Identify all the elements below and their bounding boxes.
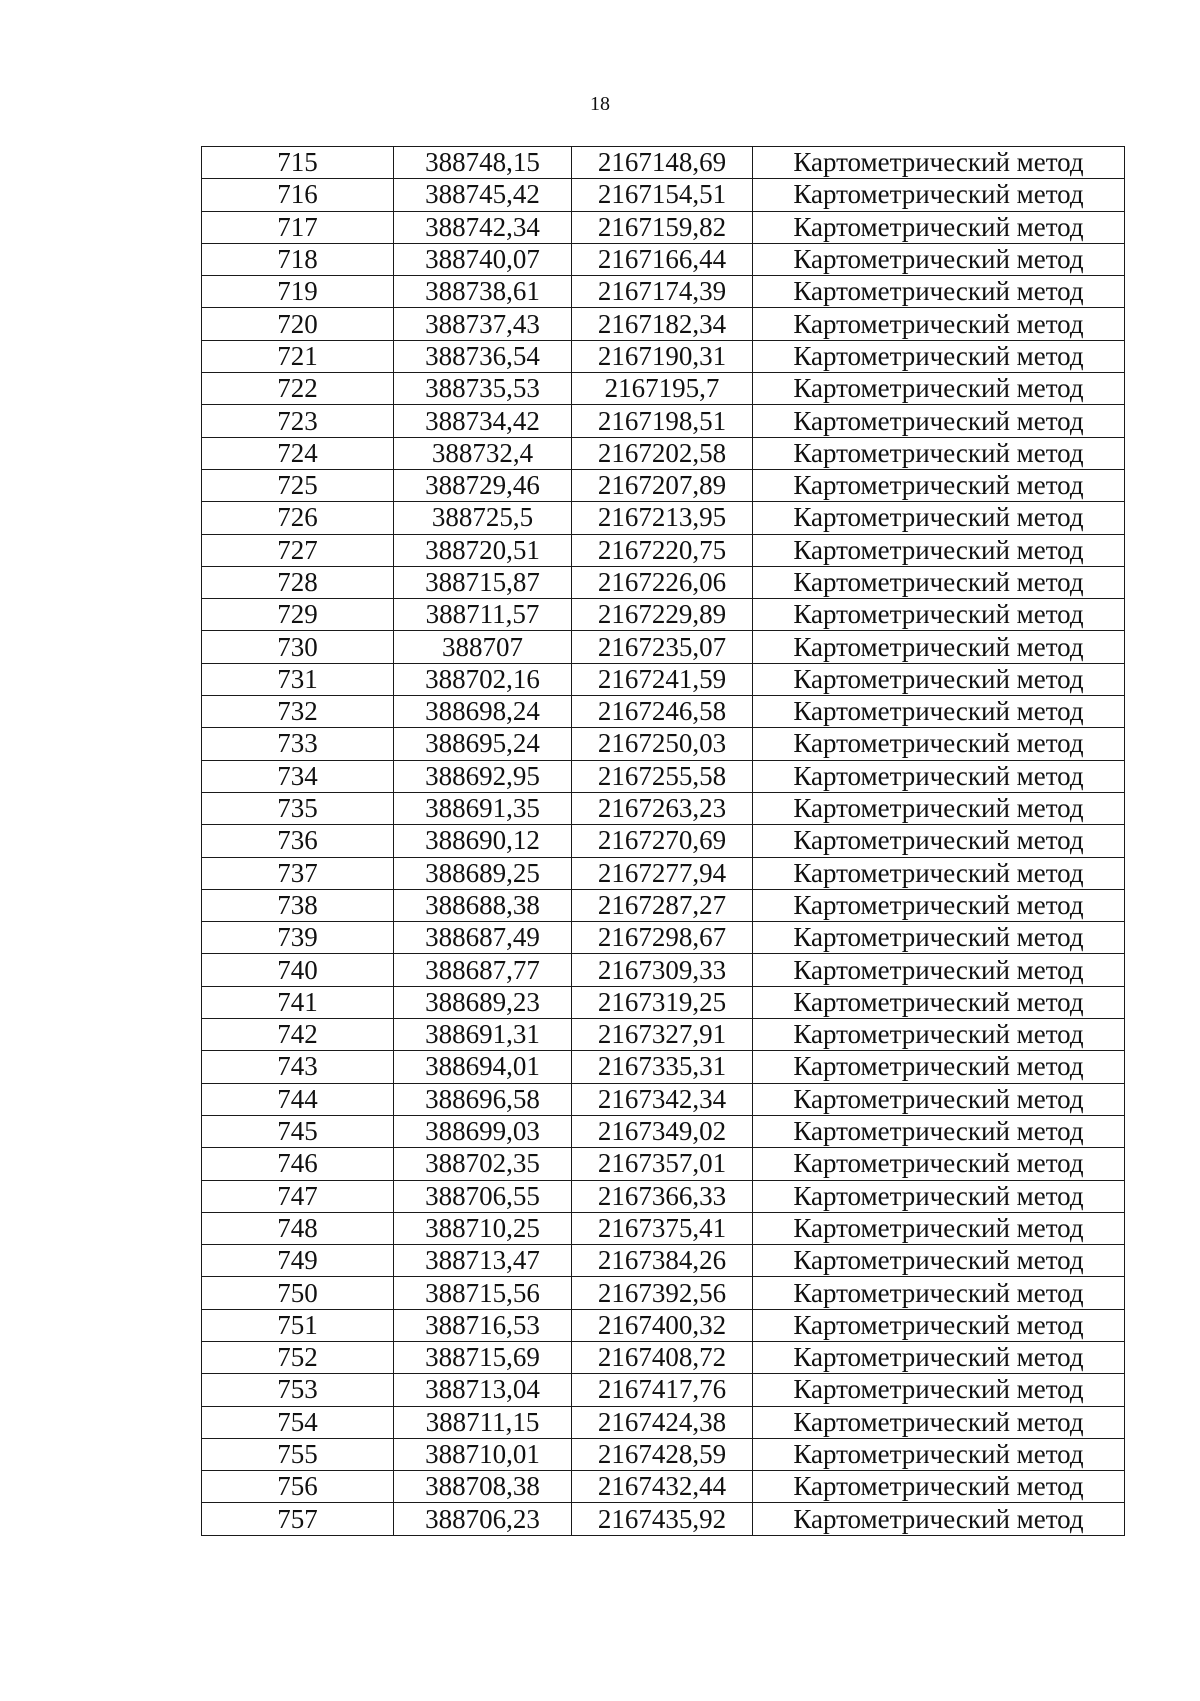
method-cell: Картометрический метод [753, 792, 1125, 824]
x-coordinate-cell: 388691,35 [394, 792, 572, 824]
y-coordinate-cell: 2167287,27 [572, 889, 753, 921]
x-coordinate-cell: 388742,34 [394, 211, 572, 243]
y-coordinate-cell: 2167154,51 [572, 179, 753, 211]
point-number-cell: 731 [202, 663, 394, 695]
table-row [202, 1438, 1125, 1470]
point-number-cell: 716 [202, 179, 394, 211]
method-cell: Картометрический метод [753, 696, 1125, 728]
method-cell: Картометрический метод [753, 179, 1125, 211]
table-row [202, 1503, 1125, 1535]
table-row [202, 1148, 1125, 1180]
y-coordinate-cell: 2167432,44 [572, 1471, 753, 1503]
point-number-cell: 720 [202, 308, 394, 340]
method-cell: Картометрический метод [753, 405, 1125, 437]
x-coordinate-cell: 388736,54 [394, 340, 572, 372]
x-coordinate-cell: 388711,57 [394, 599, 572, 631]
table-row [202, 857, 1125, 889]
method-cell: Картометрический метод [753, 986, 1125, 1018]
x-coordinate-cell: 388687,49 [394, 922, 572, 954]
table-row [202, 437, 1125, 469]
table-row [202, 1083, 1125, 1115]
table-row [202, 1309, 1125, 1341]
table-row [202, 1406, 1125, 1438]
table-row [202, 469, 1125, 501]
table-row [202, 599, 1125, 631]
point-number-cell: 739 [202, 922, 394, 954]
y-coordinate-cell: 2167241,59 [572, 663, 753, 695]
point-number-cell: 750 [202, 1277, 394, 1309]
x-coordinate-cell: 388715,56 [394, 1277, 572, 1309]
method-cell: Картометрический метод [753, 1245, 1125, 1277]
x-coordinate-cell: 388734,42 [394, 405, 572, 437]
point-number-cell: 743 [202, 1051, 394, 1083]
table-row [202, 1471, 1125, 1503]
table-row [202, 405, 1125, 437]
method-cell: Картометрический метод [753, 954, 1125, 986]
x-coordinate-cell: 388740,07 [394, 243, 572, 275]
method-cell: Картометрический метод [753, 308, 1125, 340]
table-row [202, 1019, 1125, 1051]
table-row [202, 566, 1125, 598]
y-coordinate-cell: 2167226,06 [572, 566, 753, 598]
point-number-cell: 741 [202, 986, 394, 1018]
x-coordinate-cell: 388713,04 [394, 1374, 572, 1406]
point-number-cell: 755 [202, 1438, 394, 1470]
table-row [202, 1374, 1125, 1406]
table-row [202, 1180, 1125, 1212]
x-coordinate-cell: 388694,01 [394, 1051, 572, 1083]
method-cell: Картометрический метод [753, 760, 1125, 792]
x-coordinate-cell: 388688,38 [394, 889, 572, 921]
y-coordinate-cell: 2167190,31 [572, 340, 753, 372]
point-number-cell: 738 [202, 889, 394, 921]
table-row [202, 825, 1125, 857]
y-coordinate-cell: 2167202,58 [572, 437, 753, 469]
method-cell: Картометрический метод [753, 1471, 1125, 1503]
x-coordinate-cell: 388720,51 [394, 534, 572, 566]
y-coordinate-cell: 2167277,94 [572, 857, 753, 889]
table-row [202, 922, 1125, 954]
x-coordinate-cell: 388702,16 [394, 663, 572, 695]
y-coordinate-cell: 2167298,67 [572, 922, 753, 954]
x-coordinate-cell: 388707 [394, 631, 572, 663]
x-coordinate-cell: 388691,31 [394, 1019, 572, 1051]
y-coordinate-cell: 2167357,01 [572, 1148, 753, 1180]
y-coordinate-cell: 2167229,89 [572, 599, 753, 631]
y-coordinate-cell: 2167327,91 [572, 1019, 753, 1051]
point-number-cell: 728 [202, 566, 394, 598]
method-cell: Картометрический метод [753, 1180, 1125, 1212]
y-coordinate-cell: 2167270,69 [572, 825, 753, 857]
y-coordinate-cell: 2167182,34 [572, 308, 753, 340]
point-number-cell: 753 [202, 1374, 394, 1406]
table-row [202, 792, 1125, 824]
point-number-cell: 752 [202, 1341, 394, 1373]
table-row [202, 1341, 1125, 1373]
y-coordinate-cell: 2167220,75 [572, 534, 753, 566]
x-coordinate-cell: 388698,24 [394, 696, 572, 728]
table-row [202, 728, 1125, 760]
method-cell: Картометрический метод [753, 1341, 1125, 1373]
x-coordinate-cell: 388708,38 [394, 1471, 572, 1503]
y-coordinate-cell: 2167255,58 [572, 760, 753, 792]
method-cell: Картометрический метод [753, 825, 1125, 857]
point-number-cell: 756 [202, 1471, 394, 1503]
method-cell: Картометрический метод [753, 373, 1125, 405]
point-number-cell: 724 [202, 437, 394, 469]
point-number-cell: 745 [202, 1115, 394, 1147]
y-coordinate-cell: 2167435,92 [572, 1503, 753, 1535]
point-number-cell: 723 [202, 405, 394, 437]
table-row [202, 534, 1125, 566]
y-coordinate-cell: 2167384,26 [572, 1245, 753, 1277]
table-row [202, 373, 1125, 405]
x-coordinate-cell: 388689,25 [394, 857, 572, 889]
point-number-cell: 757 [202, 1503, 394, 1535]
table-row [202, 243, 1125, 275]
y-coordinate-cell: 2167349,02 [572, 1115, 753, 1147]
method-cell: Картометрический метод [753, 1115, 1125, 1147]
method-cell: Картометрический метод [753, 663, 1125, 695]
y-coordinate-cell: 2167417,76 [572, 1374, 753, 1406]
method-cell: Картометрический метод [753, 1083, 1125, 1115]
y-coordinate-cell: 2167198,51 [572, 405, 753, 437]
table-row [202, 502, 1125, 534]
coordinates-table [201, 146, 1125, 1536]
y-coordinate-cell: 2167250,03 [572, 728, 753, 760]
x-coordinate-cell: 388696,58 [394, 1083, 572, 1115]
method-cell: Картометрический метод [753, 1051, 1125, 1083]
x-coordinate-cell: 388695,24 [394, 728, 572, 760]
point-number-cell: 730 [202, 631, 394, 663]
y-coordinate-cell: 2167174,39 [572, 276, 753, 308]
method-cell: Картометрический метод [753, 1503, 1125, 1535]
method-cell: Картометрический метод [753, 857, 1125, 889]
method-cell: Картометрический метод [753, 1019, 1125, 1051]
method-cell: Картометрический метод [753, 631, 1125, 663]
method-cell: Картометрический метод [753, 1277, 1125, 1309]
table-row [202, 696, 1125, 728]
y-coordinate-cell: 2167235,07 [572, 631, 753, 663]
point-number-cell: 721 [202, 340, 394, 372]
method-cell: Картометрический метод [753, 502, 1125, 534]
table-row [202, 663, 1125, 695]
method-cell: Картометрический метод [753, 1212, 1125, 1244]
x-coordinate-cell: 388710,01 [394, 1438, 572, 1470]
x-coordinate-cell: 388713,47 [394, 1245, 572, 1277]
point-number-cell: 749 [202, 1245, 394, 1277]
y-coordinate-cell: 2167319,25 [572, 986, 753, 1018]
y-coordinate-cell: 2167159,82 [572, 211, 753, 243]
method-cell: Картометрический метод [753, 1438, 1125, 1470]
y-coordinate-cell: 2167213,95 [572, 502, 753, 534]
y-coordinate-cell: 2167400,32 [572, 1309, 753, 1341]
point-number-cell: 740 [202, 954, 394, 986]
y-coordinate-cell: 2167309,33 [572, 954, 753, 986]
method-cell: Картометрический метод [753, 243, 1125, 275]
x-coordinate-cell: 388711,15 [394, 1406, 572, 1438]
y-coordinate-cell: 2167166,44 [572, 243, 753, 275]
x-coordinate-cell: 388732,4 [394, 437, 572, 469]
method-cell: Картометрический метод [753, 211, 1125, 243]
point-number-cell: 718 [202, 243, 394, 275]
method-cell: Картометрический метод [753, 1148, 1125, 1180]
method-cell: Картометрический метод [753, 889, 1125, 921]
y-coordinate-cell: 2167428,59 [572, 1438, 753, 1470]
x-coordinate-cell: 388725,5 [394, 502, 572, 534]
x-coordinate-cell: 388729,46 [394, 469, 572, 501]
point-number-cell: 726 [202, 502, 394, 534]
coordinates-table-body [202, 147, 1125, 1536]
x-coordinate-cell: 388702,35 [394, 1148, 572, 1180]
x-coordinate-cell: 388737,43 [394, 308, 572, 340]
point-number-cell: 754 [202, 1406, 394, 1438]
table-row [202, 954, 1125, 986]
table-row [202, 1115, 1125, 1147]
x-coordinate-cell: 388738,61 [394, 276, 572, 308]
method-cell: Картометрический метод [753, 340, 1125, 372]
point-number-cell: 751 [202, 1309, 394, 1341]
table-row [202, 631, 1125, 663]
method-cell: Картометрический метод [753, 469, 1125, 501]
method-cell: Картометрический метод [753, 534, 1125, 566]
method-cell: Картометрический метод [753, 599, 1125, 631]
x-coordinate-cell: 388745,42 [394, 179, 572, 211]
point-number-cell: 744 [202, 1083, 394, 1115]
table-row [202, 1245, 1125, 1277]
y-coordinate-cell: 2167335,31 [572, 1051, 753, 1083]
x-coordinate-cell: 388710,25 [394, 1212, 572, 1244]
point-number-cell: 736 [202, 825, 394, 857]
table-row [202, 1277, 1125, 1309]
y-coordinate-cell: 2167424,38 [572, 1406, 753, 1438]
point-number-cell: 722 [202, 373, 394, 405]
table-row [202, 889, 1125, 921]
table-row [202, 308, 1125, 340]
y-coordinate-cell: 2167148,69 [572, 147, 753, 179]
point-number-cell: 719 [202, 276, 394, 308]
method-cell: Картометрический метод [753, 566, 1125, 598]
table-row [202, 340, 1125, 372]
method-cell: Картометрический метод [753, 1374, 1125, 1406]
point-number-cell: 747 [202, 1180, 394, 1212]
point-number-cell: 729 [202, 599, 394, 631]
point-number-cell: 746 [202, 1148, 394, 1180]
x-coordinate-cell: 388715,87 [394, 566, 572, 598]
table-row [202, 1212, 1125, 1244]
method-cell: Картометрический метод [753, 147, 1125, 179]
table-row [202, 276, 1125, 308]
point-number-cell: 715 [202, 147, 394, 179]
method-cell: Картометрический метод [753, 728, 1125, 760]
y-coordinate-cell: 2167342,34 [572, 1083, 753, 1115]
method-cell: Картометрический метод [753, 437, 1125, 469]
point-number-cell: 742 [202, 1019, 394, 1051]
point-number-cell: 732 [202, 696, 394, 728]
x-coordinate-cell: 388692,95 [394, 760, 572, 792]
point-number-cell: 734 [202, 760, 394, 792]
y-coordinate-cell: 2167375,41 [572, 1212, 753, 1244]
table-row [202, 179, 1125, 211]
table-row [202, 760, 1125, 792]
x-coordinate-cell: 388735,53 [394, 373, 572, 405]
y-coordinate-cell: 2167246,58 [572, 696, 753, 728]
y-coordinate-cell: 2167195,7 [572, 373, 753, 405]
method-cell: Картометрический метод [753, 922, 1125, 954]
y-coordinate-cell: 2167408,72 [572, 1341, 753, 1373]
point-number-cell: 727 [202, 534, 394, 566]
y-coordinate-cell: 2167263,23 [572, 792, 753, 824]
table-row [202, 211, 1125, 243]
x-coordinate-cell: 388715,69 [394, 1341, 572, 1373]
x-coordinate-cell: 388716,53 [394, 1309, 572, 1341]
point-number-cell: 735 [202, 792, 394, 824]
page-number: 18 [590, 93, 610, 115]
point-number-cell: 748 [202, 1212, 394, 1244]
x-coordinate-cell: 388699,03 [394, 1115, 572, 1147]
x-coordinate-cell: 388689,23 [394, 986, 572, 1018]
y-coordinate-cell: 2167207,89 [572, 469, 753, 501]
x-coordinate-cell: 388706,55 [394, 1180, 572, 1212]
x-coordinate-cell: 388706,23 [394, 1503, 572, 1535]
method-cell: Картометрический метод [753, 276, 1125, 308]
y-coordinate-cell: 2167392,56 [572, 1277, 753, 1309]
point-number-cell: 725 [202, 469, 394, 501]
y-coordinate-cell: 2167366,33 [572, 1180, 753, 1212]
point-number-cell: 717 [202, 211, 394, 243]
point-number-cell: 737 [202, 857, 394, 889]
table-row [202, 986, 1125, 1018]
table-row [202, 147, 1125, 179]
x-coordinate-cell: 388748,15 [394, 147, 572, 179]
x-coordinate-cell: 388690,12 [394, 825, 572, 857]
point-number-cell: 733 [202, 728, 394, 760]
table-row [202, 1051, 1125, 1083]
x-coordinate-cell: 388687,77 [394, 954, 572, 986]
method-cell: Картометрический метод [753, 1406, 1125, 1438]
method-cell: Картометрический метод [753, 1309, 1125, 1341]
